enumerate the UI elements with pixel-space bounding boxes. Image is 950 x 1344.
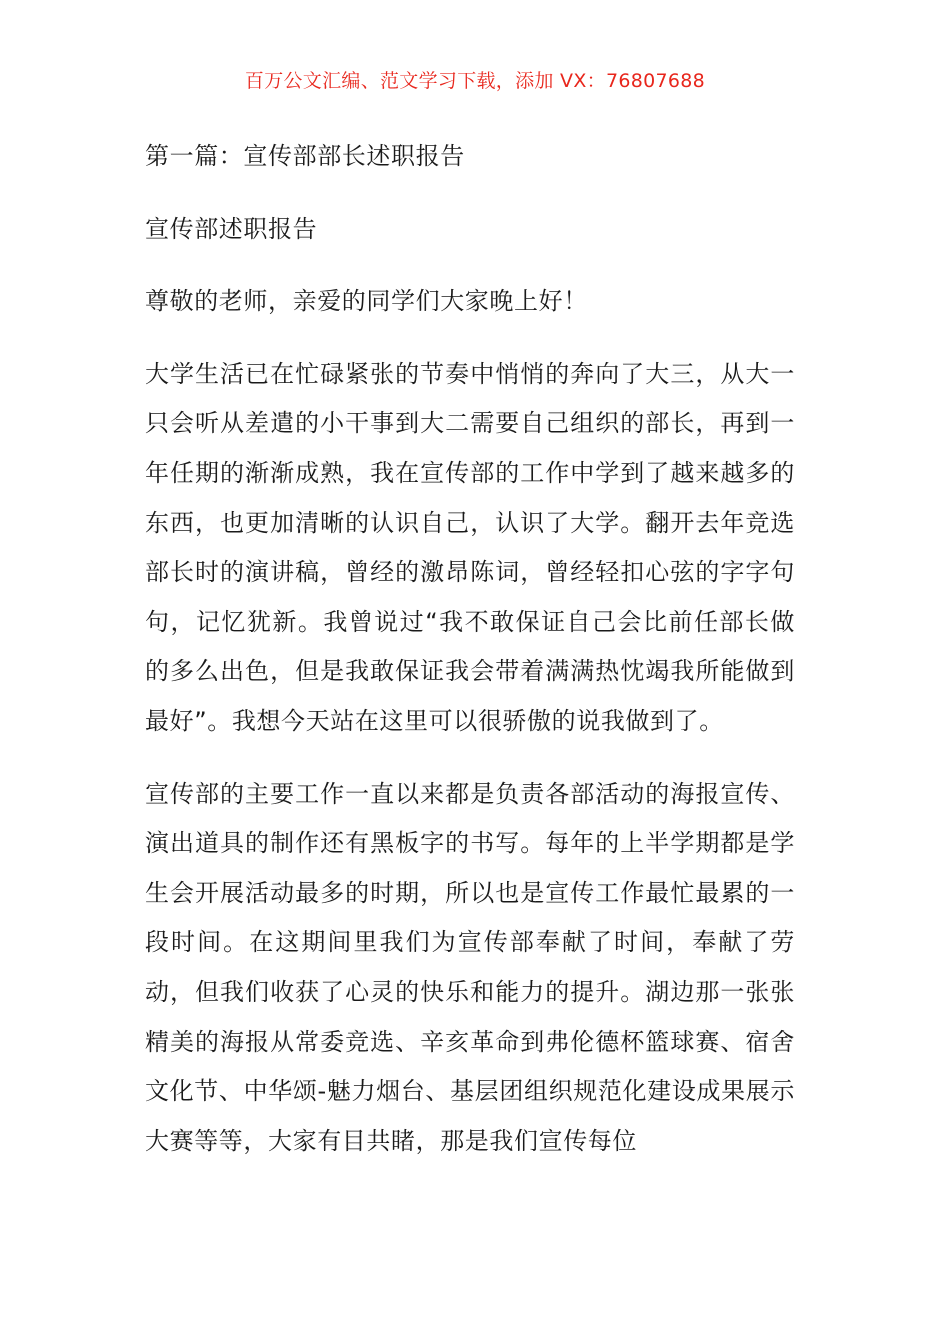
- document-subheading: 宣传部述职报告: [145, 214, 318, 243]
- header-promo-note: 百万公文汇编、范文学习下载，添加 VX：76807688: [244, 70, 706, 92]
- body-paragraph-2: 宣传部的主要工作一直以来都是负责各部活动的海报宣传、演出道具的制作还有黑板字的书写。每年的上半学期都是学生会开展活动最多的时期，所以也是宣传工作最忙最累的一段时间。在这期间里我们为宣传部奉献了时间，奉献了劳动，但我们收获了心灵的快乐和能力的提升。湖边那一张张精美的海报从常委竞选、辛亥革命到弗伦德杯篮球赛、宿舍文化节、中华颂-魅力烟台、基层团组织规范化建设成果展示大赛等等，大家有目共睹，那是我们宣传每位: [145, 779, 795, 1155]
- document-heading: 第一篇：宣传部部长述职报告: [145, 142, 465, 170]
- body-paragraph-1: 大学生活已在忙碌紧张的节奏中悄悄的奔向了大三，从大一只会听从差遣的小干事到大二需要自己组织的部长，再到一年任期的渐渐成熟，我在宣传部的工作中学到了越来越多的东西，也更加清晰的认识自己，认识了大学。翻开去年竞选部长时的演讲稿，曾经的激昂陈词，曾经轻扣心弦的字字句句，记忆犹新。我曾说过“我不敢保证自己会比前任部长做的多么出色，但是我敢保证我会带着满满热忱竭我所能做到最好”。我想今天站在这里可以很骄傲的说我做到了。: [145, 359, 795, 735]
- document-body: [145, 132, 795, 1189]
- greeting-line: 尊敬的老师，亲爱的同学们大家晚上好！: [145, 287, 588, 316]
